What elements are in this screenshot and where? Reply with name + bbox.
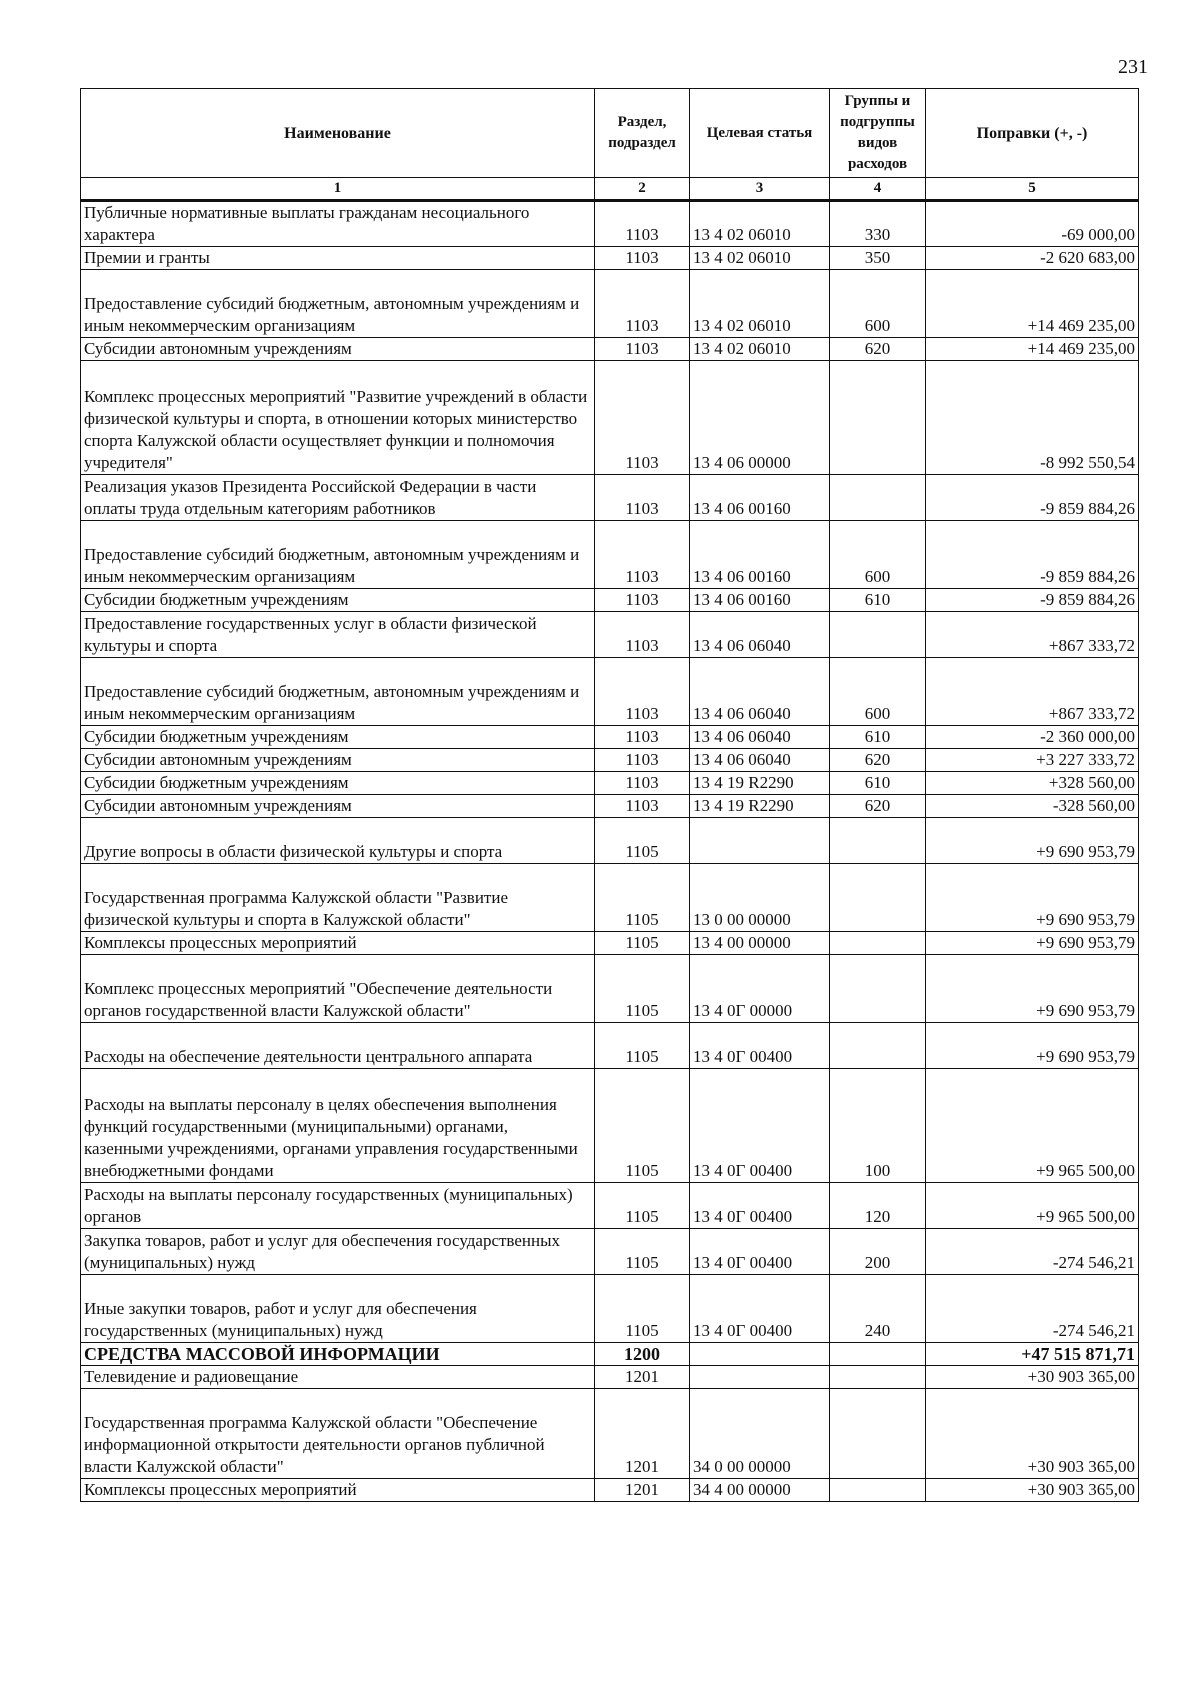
section-cell: 1103 xyxy=(595,475,690,521)
item-name-cell: Государственная программа Калужской области "Обеспечение информационной открытости деятельности органов публичной власти Калужской области" xyxy=(81,1389,595,1479)
expense-group-cell: 330 xyxy=(830,201,926,247)
expense-group-cell: 120 xyxy=(830,1183,926,1229)
item-name-cell: Публичные нормативные выплаты гражданам несоциального характера xyxy=(81,201,595,247)
target-article-cell: 34 4 00 00000 xyxy=(690,1479,830,1502)
section-cell: 1201 xyxy=(595,1479,690,1502)
amendment-amount-cell: +9 690 953,79 xyxy=(926,932,1139,955)
table-row xyxy=(81,270,1139,338)
item-name-cell: Субсидии автономным учреждениям xyxy=(81,795,595,818)
expense-group-cell xyxy=(830,612,926,658)
expense-group-cell xyxy=(830,864,926,932)
item-name-cell: Предоставление субсидий бюджетным, автономным учреждениям и иным некоммерческим организациям xyxy=(81,658,595,726)
item-name-cell: Субсидии автономным учреждениям xyxy=(81,749,595,772)
table-row xyxy=(81,361,1139,475)
expense-group-cell xyxy=(830,1479,926,1502)
table-row xyxy=(81,955,1139,1023)
amendment-amount-cell: -69 000,00 xyxy=(926,201,1139,247)
item-name-cell: Закупка товаров, работ и услуг для обеспечения государственных (муниципальных) нужд xyxy=(81,1229,595,1275)
amendment-amount-cell: -328 560,00 xyxy=(926,795,1139,818)
budget-amendments-table xyxy=(80,88,1139,1502)
amendment-amount-cell: +9 690 953,79 xyxy=(926,864,1139,932)
section-cell: 1105 xyxy=(595,955,690,1023)
target-article-cell: 13 4 00 00000 xyxy=(690,932,830,955)
target-article-cell: 13 4 02 06010 xyxy=(690,270,830,338)
section-cell: 1103 xyxy=(595,247,690,270)
target-article-cell: 13 4 02 06010 xyxy=(690,247,830,270)
item-name-cell: Иные закупки товаров, работ и услуг для обеспечения государственных (муниципальных) нужд xyxy=(81,1275,595,1343)
table-row xyxy=(81,247,1139,270)
amendment-amount-cell: +14 469 235,00 xyxy=(926,270,1139,338)
column-number: 4 xyxy=(830,178,926,201)
table-row xyxy=(81,1183,1139,1229)
target-article-cell: 34 0 00 00000 xyxy=(690,1389,830,1479)
table-row xyxy=(81,475,1139,521)
item-name-cell: Другие вопросы в области физической культуры и спорта xyxy=(81,818,595,864)
amendment-amount-cell: +30 903 365,00 xyxy=(926,1366,1139,1389)
header-name: Наименование xyxy=(81,89,595,178)
expense-group-cell: 620 xyxy=(830,749,926,772)
column-number: 3 xyxy=(690,178,830,201)
target-article-cell xyxy=(690,1366,830,1389)
target-article-cell: 13 4 0Г 00400 xyxy=(690,1229,830,1275)
expense-group-cell xyxy=(830,475,926,521)
target-article-cell xyxy=(690,1343,830,1366)
item-name-cell: Субсидии бюджетным учреждениям xyxy=(81,726,595,749)
item-name-cell: Предоставление субсидий бюджетным, автономным учреждениям и иным некоммерческим организациям xyxy=(81,270,595,338)
item-name-cell: Государственная программа Калужской области "Развитие физической культуры и спорта в Калужской области" xyxy=(81,864,595,932)
table-row xyxy=(81,1069,1139,1183)
section-cell: 1103 xyxy=(595,795,690,818)
target-article-cell: 13 4 06 06040 xyxy=(690,658,830,726)
expense-group-cell: 600 xyxy=(830,521,926,589)
section-cell: 1105 xyxy=(595,932,690,955)
table-row xyxy=(81,864,1139,932)
section-cell: 1105 xyxy=(595,1229,690,1275)
target-article-cell: 13 4 06 00160 xyxy=(690,521,830,589)
table-row xyxy=(81,612,1139,658)
target-article-cell: 13 4 0Г 00400 xyxy=(690,1023,830,1069)
header-article: Целевая статья xyxy=(690,89,830,178)
expense-group-cell: 610 xyxy=(830,726,926,749)
target-article-cell: 13 4 06 06040 xyxy=(690,612,830,658)
target-article-cell: 13 4 02 06010 xyxy=(690,338,830,361)
expense-group-cell xyxy=(830,932,926,955)
table-row xyxy=(81,338,1139,361)
table-row xyxy=(81,1389,1139,1479)
expense-group-cell: 620 xyxy=(830,795,926,818)
target-article-cell: 13 4 19 R2290 xyxy=(690,772,830,795)
column-number: 1 xyxy=(81,178,595,201)
target-article-cell: 13 4 06 06040 xyxy=(690,726,830,749)
item-name-cell: Субсидии автономным учреждениям xyxy=(81,338,595,361)
amendment-amount-cell: +867 333,72 xyxy=(926,612,1139,658)
target-article-cell: 13 4 0Г 00400 xyxy=(690,1069,830,1183)
expense-group-cell: 200 xyxy=(830,1229,926,1275)
table-row xyxy=(81,795,1139,818)
table-row xyxy=(81,521,1139,589)
table-row xyxy=(81,1023,1139,1069)
item-name-cell: Субсидии бюджетным учреждениям xyxy=(81,589,595,612)
table-row xyxy=(81,726,1139,749)
section-cell: 1105 xyxy=(595,864,690,932)
item-name-cell: Комплекс процессных мероприятий "Обеспечение деятельности органов государственной власти Калужской области" xyxy=(81,955,595,1023)
table-row xyxy=(81,1275,1139,1343)
section-cell: 1103 xyxy=(595,338,690,361)
expense-group-cell: 620 xyxy=(830,338,926,361)
expense-group-cell xyxy=(830,1023,926,1069)
item-name-cell: СРЕДСТВА МАССОВОЙ ИНФОРМАЦИИ xyxy=(81,1343,595,1366)
amendment-amount-cell: +30 903 365,00 xyxy=(926,1389,1139,1479)
section-cell: 1103 xyxy=(595,589,690,612)
amendment-amount-cell: -8 992 550,54 xyxy=(926,361,1139,475)
page-number: 231 xyxy=(1118,56,1148,78)
table-row xyxy=(81,818,1139,864)
target-article-cell: 13 4 06 00160 xyxy=(690,475,830,521)
amendment-amount-cell: +3 227 333,72 xyxy=(926,749,1139,772)
amendment-amount-cell: +9 690 953,79 xyxy=(926,1023,1139,1069)
expense-group-cell: 600 xyxy=(830,270,926,338)
amendment-amount-cell: +9 690 953,79 xyxy=(926,955,1139,1023)
amendment-amount-cell: +14 469 235,00 xyxy=(926,338,1139,361)
expense-group-cell xyxy=(830,1343,926,1366)
target-article-cell: 13 4 06 06040 xyxy=(690,749,830,772)
target-article-cell: 13 4 06 00000 xyxy=(690,361,830,475)
section-cell: 1105 xyxy=(595,1275,690,1343)
column-number-row xyxy=(81,178,1139,201)
expense-group-cell: 100 xyxy=(830,1069,926,1183)
table-row xyxy=(81,1366,1139,1389)
table-body xyxy=(81,201,1139,1502)
item-name-cell: Телевидение и радиовещание xyxy=(81,1366,595,1389)
target-article-cell: 13 0 00 00000 xyxy=(690,864,830,932)
table-row xyxy=(81,932,1139,955)
expense-group-cell: 610 xyxy=(830,772,926,795)
item-name-cell: Расходы на обеспечение деятельности центрального аппарата xyxy=(81,1023,595,1069)
target-article-cell: 13 4 0Г 00000 xyxy=(690,955,830,1023)
amendment-amount-cell: -9 859 884,26 xyxy=(926,521,1139,589)
section-cell: 1103 xyxy=(595,658,690,726)
column-number: 2 xyxy=(595,178,690,201)
table-row xyxy=(81,749,1139,772)
amendment-amount-cell: -274 546,21 xyxy=(926,1229,1139,1275)
item-name-cell: Реализация указов Президента Российской Федерации в части оплаты труда отдельным категориям работников xyxy=(81,475,595,521)
expense-group-cell: 610 xyxy=(830,589,926,612)
expense-group-cell xyxy=(830,1389,926,1479)
amendment-amount-cell: +9 690 953,79 xyxy=(926,818,1139,864)
item-name-cell: Премии и гранты xyxy=(81,247,595,270)
column-number: 5 xyxy=(926,178,1139,201)
amendment-amount-cell: -274 546,21 xyxy=(926,1275,1139,1343)
expense-group-cell: 600 xyxy=(830,658,926,726)
amendment-amount-cell: +328 560,00 xyxy=(926,772,1139,795)
amendment-amount-cell: -9 859 884,26 xyxy=(926,589,1139,612)
item-name-cell: Расходы на выплаты персоналу государственных (муниципальных) органов xyxy=(81,1183,595,1229)
target-article-cell: 13 4 19 R2290 xyxy=(690,795,830,818)
expense-group-cell xyxy=(830,955,926,1023)
item-name-cell: Субсидии бюджетным учреждениям xyxy=(81,772,595,795)
item-name-cell: Комплекс процессных мероприятий "Развитие учреждений в области физической культуры и спорта, в отношении которых министерство спорта Калужской области осуществляет функции и полномочия учредителя" xyxy=(81,361,595,475)
header-section: Раздел, подраздел xyxy=(595,89,690,178)
item-name-cell: Комплексы процессных мероприятий xyxy=(81,932,595,955)
item-name-cell: Комплексы процессных мероприятий xyxy=(81,1479,595,1502)
target-article-cell: 13 4 0Г 00400 xyxy=(690,1183,830,1229)
section-cell: 1105 xyxy=(595,1023,690,1069)
section-cell: 1103 xyxy=(595,612,690,658)
table-row xyxy=(81,1229,1139,1275)
section-cell: 1105 xyxy=(595,1069,690,1183)
amendment-amount-cell: +47 515 871,71 xyxy=(926,1343,1139,1366)
section-cell: 1103 xyxy=(595,772,690,795)
header-amount: Поправки (+, -) xyxy=(926,89,1139,178)
section-cell: 1103 xyxy=(595,521,690,589)
table-row xyxy=(81,201,1139,247)
target-article-cell: 13 4 06 00160 xyxy=(690,589,830,612)
item-name-cell: Предоставление государственных услуг в области физической культуры и спорта xyxy=(81,612,595,658)
target-article-cell: 13 4 02 06010 xyxy=(690,201,830,247)
expense-group-cell xyxy=(830,818,926,864)
amendment-amount-cell: +9 965 500,00 xyxy=(926,1069,1139,1183)
section-cell: 1103 xyxy=(595,726,690,749)
expense-group-cell xyxy=(830,1366,926,1389)
section-cell: 1200 xyxy=(595,1343,690,1366)
section-cell: 1201 xyxy=(595,1366,690,1389)
amendment-amount-cell: +9 965 500,00 xyxy=(926,1183,1139,1229)
table-row xyxy=(81,772,1139,795)
table-row xyxy=(81,1479,1139,1502)
amendment-amount-cell: +30 903 365,00 xyxy=(926,1479,1139,1502)
expense-group-cell: 350 xyxy=(830,247,926,270)
table-row xyxy=(81,1343,1139,1366)
item-name-cell: Предоставление субсидий бюджетным, автономным учреждениям и иным некоммерческим организациям xyxy=(81,521,595,589)
section-cell: 1105 xyxy=(595,818,690,864)
table-row xyxy=(81,658,1139,726)
section-cell: 1103 xyxy=(595,201,690,247)
table-row xyxy=(81,589,1139,612)
header-groups: Группы и подгруппы видов расходов xyxy=(830,89,926,178)
section-cell: 1103 xyxy=(595,270,690,338)
amendment-amount-cell: -2 360 000,00 xyxy=(926,726,1139,749)
amendment-amount-cell: -9 859 884,26 xyxy=(926,475,1139,521)
section-cell: 1105 xyxy=(595,1183,690,1229)
section-cell: 1103 xyxy=(595,361,690,475)
section-cell: 1103 xyxy=(595,749,690,772)
section-cell: 1201 xyxy=(595,1389,690,1479)
target-article-cell xyxy=(690,818,830,864)
item-name-cell: Расходы на выплаты персоналу в целях обеспечения выполнения функций государственными (муниципальными) органами, казенными учреждениями, органами управления государственными внебюджетными фондами xyxy=(81,1069,595,1183)
expense-group-cell xyxy=(830,361,926,475)
amendment-amount-cell: -2 620 683,00 xyxy=(926,247,1139,270)
target-article-cell: 13 4 0Г 00400 xyxy=(690,1275,830,1343)
header-row xyxy=(81,89,1139,178)
amendment-amount-cell: +867 333,72 xyxy=(926,658,1139,726)
expense-group-cell: 240 xyxy=(830,1275,926,1343)
